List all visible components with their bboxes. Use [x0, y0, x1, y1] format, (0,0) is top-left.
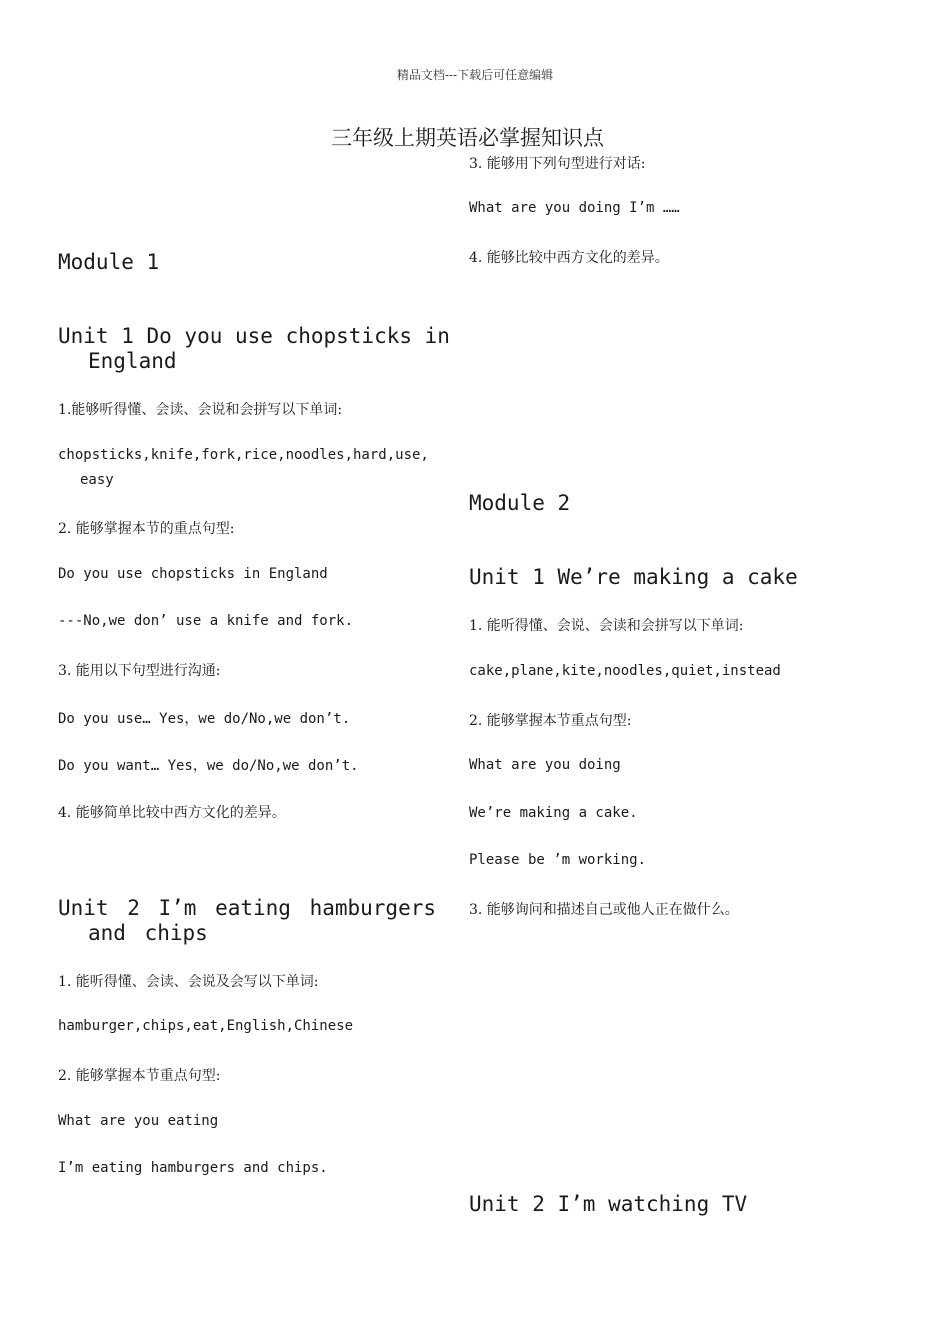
u2-requirement-1: 1. 能听得懂、会读、会说及会写以下单词: — [58, 974, 319, 990]
m2-requirement-3: 3. 能够询问和描述自己或他人正在做什么。 — [469, 902, 739, 918]
r-sentence-1: What are you doing I’m …… — [469, 200, 680, 216]
page-header: 精品文档---下载后可任意编辑 — [396, 68, 554, 82]
module-1-heading: Module 1 — [58, 250, 160, 274]
document-title: 三年级上期英语必掌握知识点 — [331, 126, 604, 150]
m2-unit-1-heading: Unit 1 We’re making a cake — [469, 565, 798, 589]
r-requirement-3: 3. 能够用下列句型进行对话: — [469, 156, 646, 172]
module-2-heading: Module 2 — [469, 491, 571, 515]
u1-requirement-2: 2. 能够掌握本节的重点句型: — [58, 521, 235, 537]
u1-sentence-4: Do you want… Yes，we do/No,we don’t. — [58, 758, 359, 774]
m2-requirement-2: 2. 能够掌握本节重点句型: — [469, 713, 632, 729]
u1-sentence-2: ---No,we don’ use a knife and fork. — [58, 613, 354, 629]
u1-sentence-1: Do you use chopsticks in England — [58, 566, 328, 582]
u2-sentence-1: What are you eating — [58, 1113, 219, 1129]
u1-vocabulary: chopsticks,knife,fork,rice,noodles,hard,use, easy — [58, 447, 429, 488]
u2-sentence-2: I’m eating hamburgers and chips. — [58, 1160, 328, 1176]
unit-2-heading: Unit 2 I’m eating hamburgers and chips — [58, 896, 437, 945]
u1-requirement-4: 4. 能够简单比较中西方文化的差异。 — [58, 805, 286, 821]
u2-requirement-2: 2. 能够掌握本节重点句型: — [58, 1068, 221, 1084]
m2-vocabulary: cake,plane,kite,noodles,quiet,instead — [469, 663, 781, 679]
u1-requirement-1: 1.能够听得懂、会读、会说和会拼写以下单词: — [58, 402, 343, 418]
u1-requirement-3: 3. 能用以下句型进行沟通: — [58, 663, 221, 679]
u2-vocabulary: hamburger,chips,eat,English,Chinese — [58, 1018, 354, 1034]
m2-sentence-1: What are you doing — [469, 757, 621, 773]
m2-sentence-2: We’re making a cake. — [469, 805, 638, 821]
unit-1-heading: Unit 1 Do you use chopsticks in England — [58, 324, 450, 373]
u1-sentence-3: Do you use… Yes，we do/No,we don’t. — [58, 711, 351, 727]
m2-sentence-3: Please be ’m working. — [469, 852, 647, 868]
m2-unit-2-heading: Unit 2 I’m watching TV — [469, 1192, 748, 1216]
m2-requirement-1: 1. 能听得懂、会说、会读和会拼写以下单词: — [469, 618, 744, 634]
r-requirement-4: 4. 能够比较中西方文化的差异。 — [469, 250, 669, 266]
